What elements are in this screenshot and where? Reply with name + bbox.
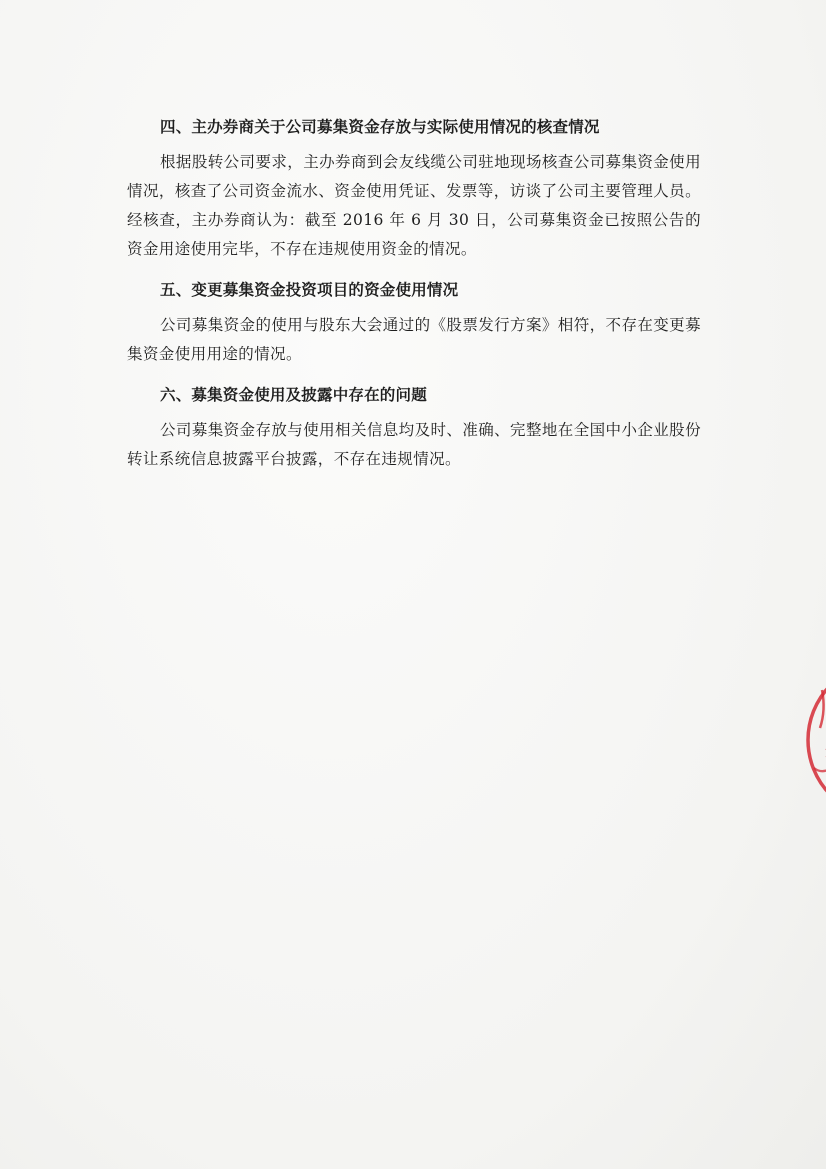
red-seal-stamp-icon	[796, 650, 826, 830]
document-body	[127, 112, 701, 474]
section-paragraph-6: 公司募集资金存放与使用相关信息均及时、准确、完整地在全国中小企业股份转让系统信息披露平台披露，不存在违规情况。	[127, 421, 701, 468]
section-paragraph-4: 根据股转公司要求，主办券商到会友线缆公司驻地现场核查公司募集资金使用情况，核查了公司资金流水、资金使用凭证、发票等，访谈了公司主要管理人员。经核查，主办券商认为：截至 2016 年 6 月 30 日，公司募集资金已按照公告的资金用途使用完毕，不存在违规使用资金的情况。	[127, 153, 701, 258]
section-heading-4: 四、主办券商关于公司募集资金存放与实际使用情况的核查情况	[160, 118, 600, 136]
section-heading-6: 六、募集资金使用及披露中存在的问题	[160, 386, 427, 404]
section-paragraph-5: 公司募集资金的使用与股东大会通过的《股票发行方案》相符，不存在变更募集资金使用用途的情况。	[127, 316, 701, 363]
section-heading-5: 五、变更募集资金投资项目的资金使用情况	[160, 281, 459, 299]
